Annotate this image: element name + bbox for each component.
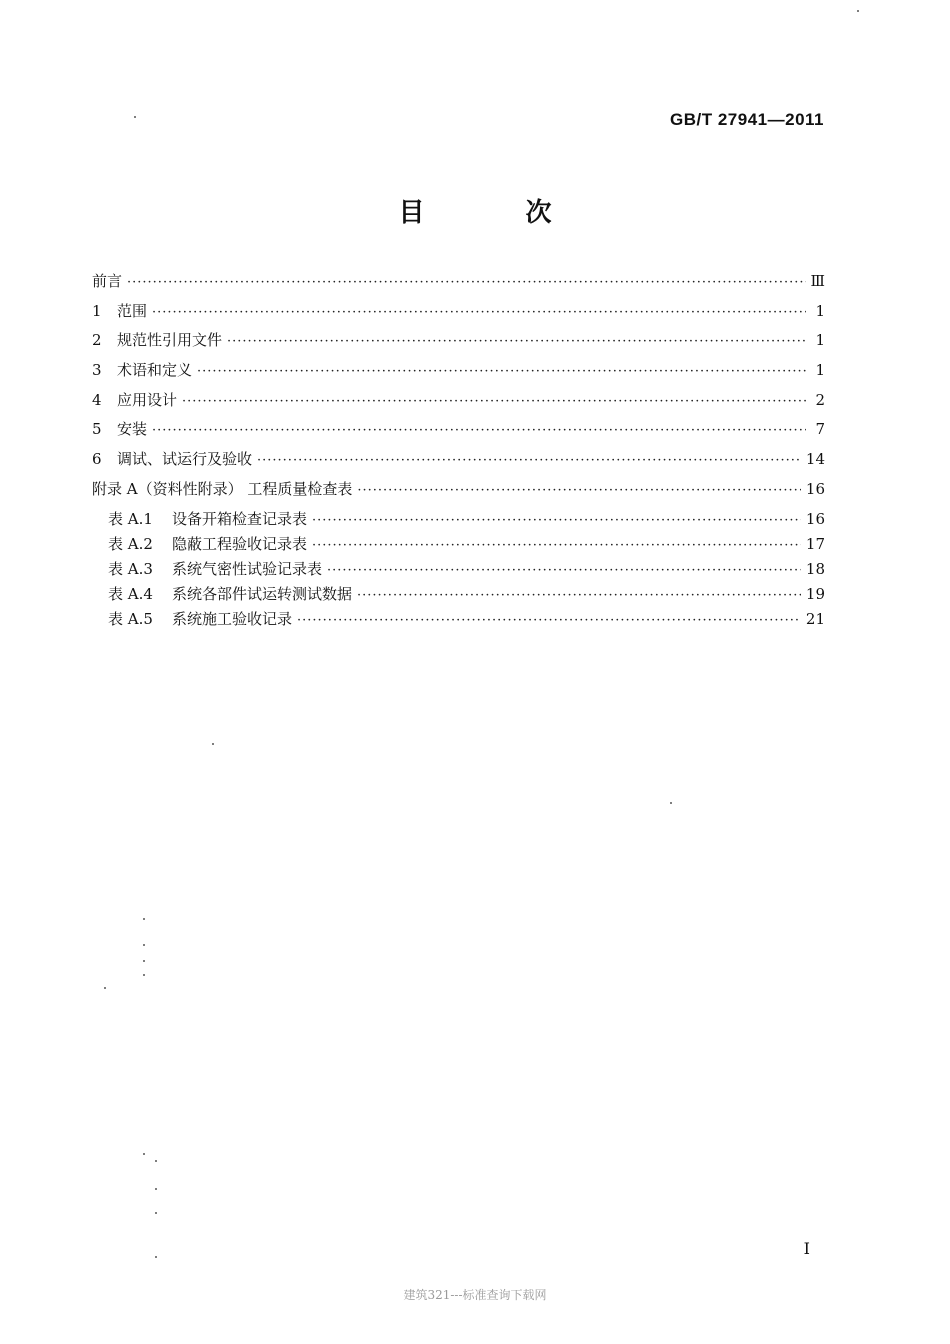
toc-subitem-page: 18: [805, 559, 825, 578]
toc-item-number: 4: [92, 390, 102, 409]
toc-subitem-page: 19: [805, 585, 825, 604]
toc-item-normative-references[interactable]: [92, 329, 825, 359]
toc-subitem-table-a1[interactable]: [92, 508, 825, 533]
scan-speck: [134, 116, 136, 118]
scan-speck: [143, 1153, 145, 1155]
toc-subitem-label: 系统各部件试运转测试数据: [172, 585, 353, 604]
toc-subitem-page: 16: [805, 509, 825, 528]
toc-subitem-table-a5[interactable]: [92, 608, 825, 633]
toc-subitem-number: 表 A.5: [108, 610, 153, 629]
toc-item-label: 调试、试运行及验收: [117, 450, 253, 469]
toc-item-page: 1: [815, 331, 825, 350]
toc-leader-dots: [227, 334, 806, 349]
toc-item-page: 14: [805, 450, 825, 469]
toc-item-installation[interactable]: [92, 418, 825, 448]
scan-speck: [670, 802, 672, 804]
toc-item-commissioning[interactable]: [92, 448, 825, 478]
toc-item-label: 前言: [92, 272, 123, 290]
standard-code: GB/T 27941—2011: [670, 110, 824, 129]
toc-item-terms-definitions[interactable]: [92, 359, 825, 389]
table-of-contents: [92, 270, 825, 633]
scan-speck: [143, 918, 145, 920]
toc-item-page: 7: [815, 420, 825, 439]
toc-subitem-number: 表 A.1: [108, 509, 153, 528]
toc-item-foreword[interactable]: [92, 270, 825, 300]
toc-leader-dots: [257, 453, 801, 468]
toc-item-appendix-a[interactable]: [92, 478, 825, 508]
toc-leader-dots: [127, 275, 806, 290]
toc-subitem-label: 隐蔽工程验收记录表: [172, 534, 308, 553]
toc-item-page: 2: [815, 390, 825, 409]
scan-speck: [155, 1160, 157, 1162]
toc-subitem-table-a2[interactable]: [92, 533, 825, 558]
toc-subitem-page: 17: [805, 534, 825, 553]
watermark: 建筑321---标准查询下载网: [403, 1288, 547, 1302]
toc-item-label: 规范性引用文件: [117, 331, 223, 350]
toc-leader-dots: [152, 423, 806, 438]
toc-item-scope[interactable]: [92, 300, 825, 330]
toc-subitem-label: 系统施工验收记录: [172, 610, 293, 629]
toc-item-number: 3: [92, 361, 102, 380]
toc-item-label: 应用设计: [117, 390, 178, 409]
scan-speck: [155, 1212, 157, 1214]
toc-subitem-label: 系统气密性试验记录表: [172, 559, 323, 578]
toc-item-page: 1: [815, 301, 825, 320]
toc-subitem-number: 表 A.4: [108, 585, 153, 604]
toc-leader-dots: [312, 513, 801, 528]
toc-subitem-page: 21: [805, 610, 825, 629]
toc-leader-dots: [357, 588, 801, 603]
toc-leader-dots: [327, 563, 801, 578]
toc-item-application-design[interactable]: [92, 389, 825, 419]
toc-subitem-table-a4[interactable]: [92, 583, 825, 608]
scan-speck: [143, 944, 145, 946]
toc-item-page: Ⅲ: [810, 272, 825, 290]
scan-speck: [212, 743, 214, 745]
page-number: I: [803, 1239, 810, 1258]
toc-item-label: 术语和定义: [117, 361, 193, 380]
page-title: 目 次: [398, 198, 598, 228]
toc-leader-dots: [297, 613, 801, 628]
scan-speck: [143, 974, 145, 976]
toc-subitem-number: 表 A.2: [108, 534, 153, 553]
scan-speck: [857, 10, 859, 12]
toc-item-number: 5: [92, 420, 102, 439]
toc-item-label: 附录 A（资料性附录） 工程质量检查表: [92, 479, 353, 498]
toc-leader-dots: [197, 364, 806, 379]
toc-item-page: 16: [805, 479, 825, 498]
toc-subitem-label: 设备开箱检查记录表: [172, 509, 308, 528]
toc-item-label: 范围: [117, 301, 148, 320]
scan-speck: [143, 960, 145, 962]
toc-item-page: 1: [815, 361, 825, 380]
toc-item-label: 安装: [117, 420, 148, 439]
toc-item-number: 1: [92, 301, 102, 320]
scan-speck: [155, 1256, 157, 1258]
toc-subitem-table-a3[interactable]: [92, 558, 825, 583]
toc-item-number: 2: [92, 331, 102, 350]
toc-leader-dots: [182, 394, 806, 409]
toc-leader-dots: [357, 483, 801, 498]
toc-item-number: 6: [92, 450, 102, 469]
toc-subitem-number: 表 A.3: [108, 559, 153, 578]
toc-leader-dots: [152, 305, 806, 320]
scan-speck: [104, 987, 106, 989]
scan-speck: [155, 1188, 157, 1190]
toc-leader-dots: [312, 538, 801, 553]
